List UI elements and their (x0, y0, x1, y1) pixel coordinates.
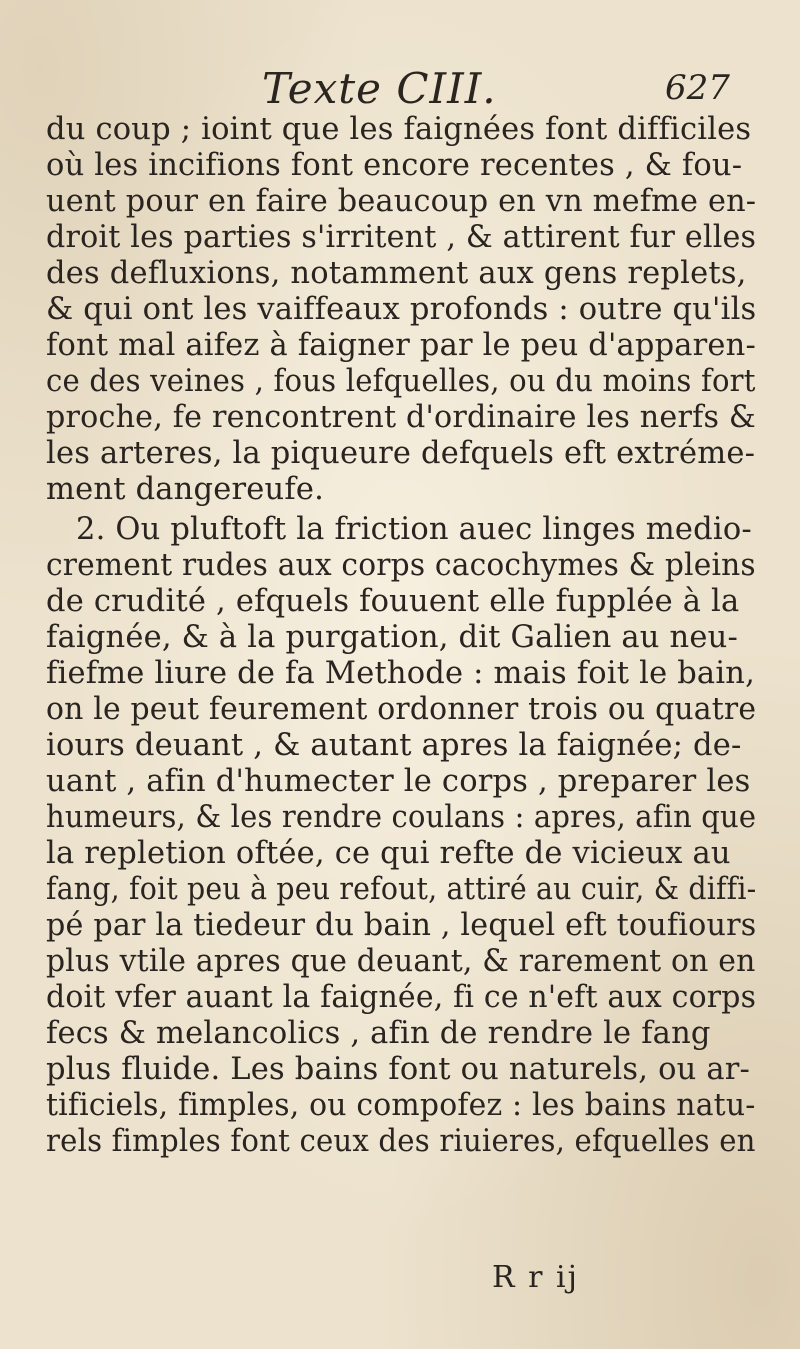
text-line: & qui ont les vaiffeaux profonds : outre qu'ils (46, 292, 757, 327)
text-line: fecs & melancolics , afin de rendre le fang (46, 1016, 711, 1051)
running-head-title: Texte CIII. (262, 64, 497, 113)
text-line: doit vfer auant la faignée, fi ce n'eft aux corps (46, 980, 757, 1015)
text-line: humeurs, & les rendre coulans : apres, afin que (46, 800, 757, 835)
text-line: on le peut feurement ordonner trois ou quatre (46, 692, 757, 727)
text-line: fang, foit peu à peu refout, attiré au cuir, & diffi- (46, 872, 757, 907)
signature-mark: R r ij (492, 1260, 579, 1295)
text-line: font mal aifez à faigner par le peu d'apparen- (46, 328, 756, 363)
text-line: iours deuant , & autant apres la faignée; de- (46, 728, 742, 763)
text-line: uant , afin d'humecter le corps , preparer les (46, 764, 751, 799)
text-line: ment dangereufe. (46, 472, 324, 507)
text-line: plus vtile apres que deuant, & rarement on en (46, 944, 756, 979)
text-line: plus fluide. Les bains font ou naturels, ou ar- (46, 1052, 751, 1087)
text-line: ce des veines , fous lefquelles, ou du moins fort (46, 364, 756, 399)
text-line: crement rudes aux corps cacochymes & pleins (46, 548, 756, 583)
text-line: fiefme liure de fa Methode : mais foit le bain, (46, 656, 756, 691)
text-line: des defluxions, notamment aux gens replets, (46, 256, 747, 291)
text-line: du coup ; ioint que les faignées font difficiles (46, 112, 752, 147)
text-line: proche, fe rencontrent d'ordinaire les nerfs & (46, 400, 756, 435)
text-line: droit les parties s'irritent , & attirent fur elles (46, 220, 757, 255)
text-line: de crudité , efquels fouuent elle fupplée à la (46, 584, 740, 619)
page-number: 627 (665, 68, 730, 108)
running-head (0, 64, 800, 116)
text-line: uent pour en faire beaucoup en vn mefme en- (46, 184, 757, 219)
text-line: où les incifions font encore recentes , & fou- (46, 148, 743, 183)
text-line: tificiels, fimples, ou compofez : les bains natu- (46, 1088, 756, 1123)
text-line: faignée, & à la purgation, dit Galien au neu- (46, 620, 738, 655)
text-line: les arteres, la piqueure defquels eft extréme- (46, 436, 756, 471)
text-line: la repletion oftée, ce qui refte de vicieux au (46, 836, 731, 871)
text-line: pé par la tiedeur du bain , lequel eft toufiours (46, 908, 757, 943)
text-line: rels fimples font ceux des riuieres, efquelles en (46, 1124, 756, 1159)
text-line: 2. Ou pluftoft la friction auec linges medio- (76, 512, 752, 547)
